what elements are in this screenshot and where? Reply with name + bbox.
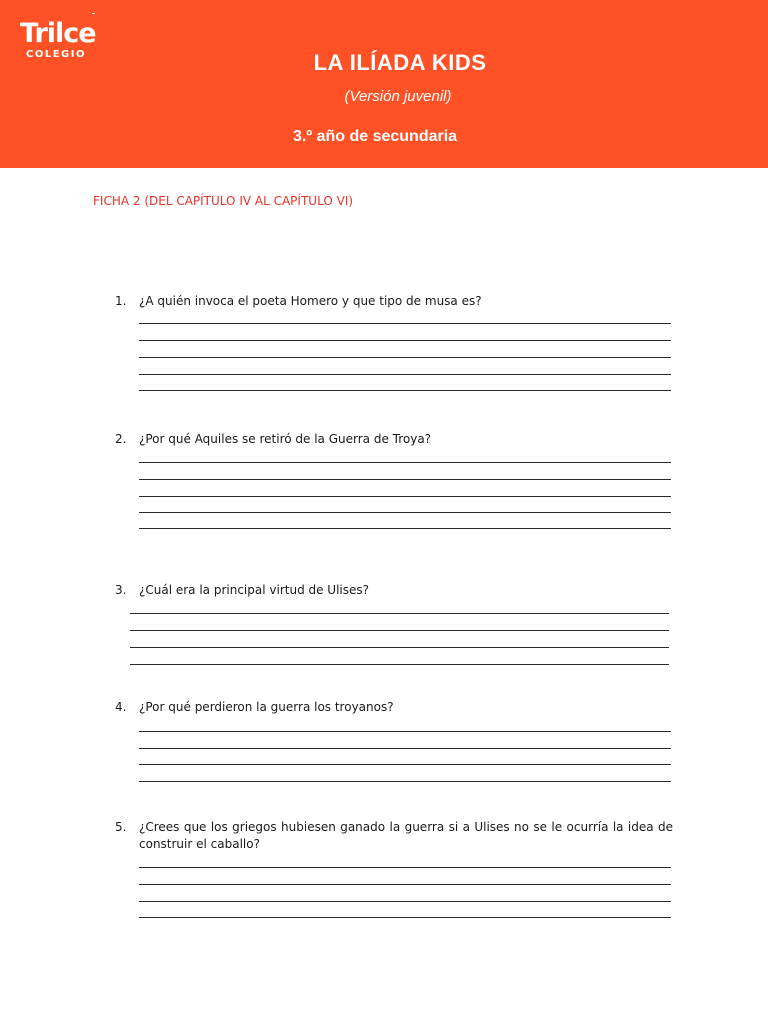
logo-wordmark: Trilce <box>20 18 96 49</box>
answer-line[interactable] <box>139 901 671 902</box>
answer-line[interactable] <box>139 323 671 324</box>
page-title: LA ILÍADA KIDS <box>313 50 487 75</box>
answer-line[interactable] <box>139 462 671 463</box>
answer-line[interactable] <box>139 884 671 885</box>
question-number: 1. <box>115 294 127 308</box>
answer-line[interactable] <box>139 390 671 391</box>
answer-line[interactable] <box>139 764 671 765</box>
answer-line[interactable] <box>139 781 671 782</box>
grade-label: 3.º año de secundaria <box>292 128 458 145</box>
question-text: ¿A quién invoca el poeta Homero y que tipo de musa es? <box>139 294 482 308</box>
ficha-heading: FICHA 2 (DEL CAPÍTULO IV AL CAPÍTULO VI) <box>93 194 354 208</box>
answer-line[interactable] <box>139 340 671 341</box>
question-number: 5. <box>115 820 127 834</box>
logo-mark <box>92 13 95 14</box>
answer-line[interactable] <box>130 647 669 648</box>
answer-line[interactable] <box>139 867 671 868</box>
answer-line[interactable] <box>130 613 669 614</box>
question-text: ¿Cuál era la principal virtud de Ulises? <box>139 583 370 597</box>
question-text: ¿Por qué perdieron la guerra los troyanos? <box>139 700 394 714</box>
answer-line[interactable] <box>139 357 671 358</box>
answer-line[interactable] <box>139 917 671 918</box>
question-text: ¿Crees que los griegos hubiesen ganado la guerra si a Ulises no se le ocurría la idea de construir el caballo? <box>139 820 673 851</box>
answer-line[interactable] <box>139 528 671 529</box>
answer-line[interactable] <box>130 630 669 631</box>
answer-line[interactable] <box>139 748 671 749</box>
answer-line[interactable] <box>139 512 671 513</box>
page-subtitle: (Versión juvenil) <box>344 88 452 105</box>
question-text: ¿Por qué Aquiles se retiró de la Guerra de Troya? <box>139 432 432 446</box>
question-number: 4. <box>115 700 127 714</box>
answer-line[interactable] <box>139 374 671 375</box>
question-number: 2. <box>115 432 127 446</box>
answer-line[interactable] <box>130 664 669 665</box>
question-number: 3. <box>115 583 127 597</box>
answer-line[interactable] <box>139 731 671 732</box>
answer-line[interactable] <box>139 479 671 480</box>
answer-line[interactable] <box>139 496 671 497</box>
logo-subtitle: COLEGIO <box>26 49 86 60</box>
header-banner <box>0 0 768 168</box>
